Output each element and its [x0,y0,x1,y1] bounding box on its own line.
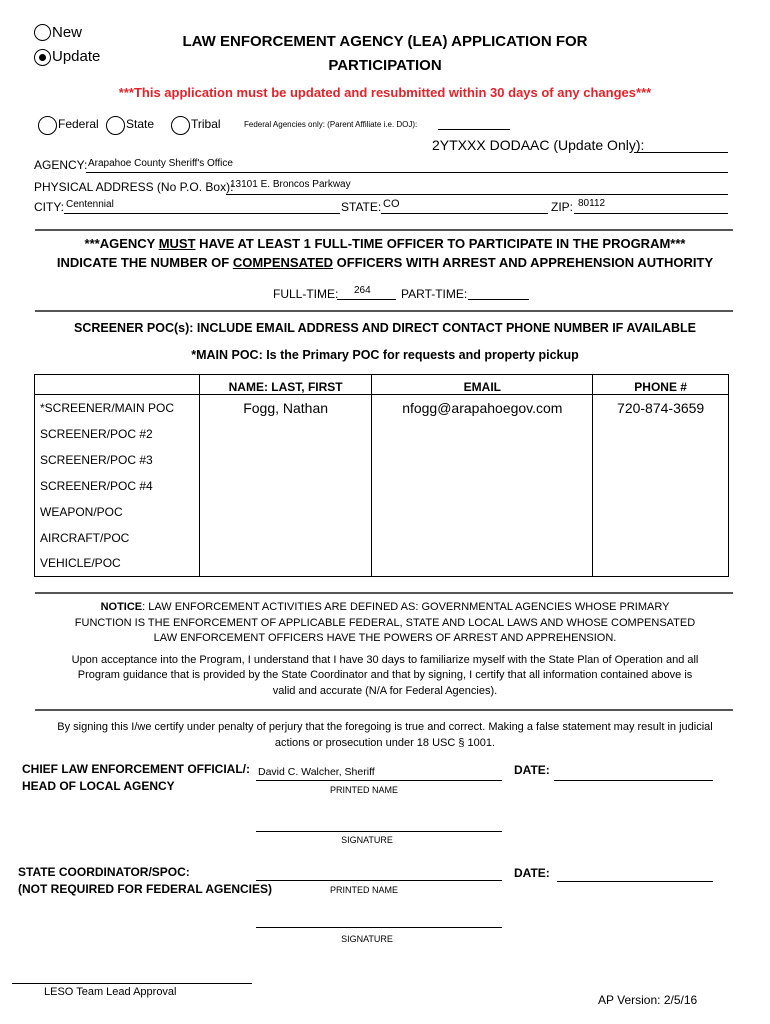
agency-label: AGENCY: [34,158,88,172]
federal-label: Federal [58,117,99,131]
phone-cell[interactable] [593,421,729,447]
agency-value: Arapahoe County Sheriff's Office [88,158,233,169]
req2-comp: COMPENSATED [232,255,333,270]
address-value: 13101 E. Broncos Parkway [230,179,351,190]
new-radio[interactable] [34,24,51,41]
table-row [35,395,729,421]
tribal-label: Tribal [191,117,221,131]
update-label: Update [52,48,101,65]
perjury-line2: actions or prosecution under 18 USC § 1001. [274,737,496,749]
coordinator-label-2: (NOT REQUIRED FOR FEDERAL AGENCIES) [18,882,273,896]
role-cell: *SCREENER/MAIN POC [35,395,200,421]
coordinator-date-field[interactable] [557,881,713,882]
resubmit-warning: ***This application must be updated and resubmitted within 30 days of any changes*** [118,85,652,100]
dodaac-label: 2YTXXX DODAAC (Update Only): [432,137,645,153]
parttime-label: PART-TIME: [401,287,468,301]
zip-label: ZIP: [551,200,574,214]
fulltime-label: FULL-TIME: [273,287,339,301]
parent-affiliate-field[interactable] [438,129,510,130]
parttime-field[interactable] [468,299,529,300]
req-pre: ***AGENCY [84,236,159,251]
notice-line1 [40,601,730,613]
acceptance-line1: Upon acceptance into the Program, I understand that I have 30 days to familiarize myself with the State Plan of Operation and all [71,654,699,666]
acceptance-line2: Program guidance that is provided by the State Coordinator and that by signing, I certify that all information contained above is [77,669,693,681]
email-cell[interactable]: nfogg@arapahoegov.com [372,395,593,421]
phone-cell[interactable] [593,551,729,577]
coordinator-printed-label: PRINTED NAME [329,885,398,895]
req2-pre: INDICATE THE NUMBER OF [56,255,233,270]
dodaac-field[interactable] [634,152,728,153]
email-cell[interactable] [372,499,593,525]
new-label: New [52,24,83,41]
name-cell[interactable] [199,525,372,551]
name-cell[interactable]: Fogg, Nathan [199,395,372,421]
chief-label-1: CHIEF LAW ENFORCEMENT OFFICIAL/: [22,762,250,776]
address-field[interactable] [226,194,728,195]
federal-note: Federal Agencies only: (Parent Affiliate i.e. DOJ): [244,120,418,129]
table-row [35,525,729,551]
name-cell[interactable] [199,421,372,447]
state-label: STATE: [341,200,382,214]
state-radio[interactable] [106,116,125,135]
divider-2 [35,310,733,312]
poc-table [34,374,729,577]
email-cell[interactable] [372,447,593,473]
notice-line2: FUNCTION IS THE ENFORCEMENT OF APPLICABLE FEDERAL, STATE AND LOCAL LAWS AND WHOSE COMPENSATED [74,617,696,629]
divider-4 [35,709,733,711]
role-cell: SCREENER/POC #3 [35,447,200,473]
chief-printed-value: David C. Walcher, Sheriff [258,766,375,778]
name-header: NAME: LAST, FIRST [199,375,372,395]
screener-heading: SCREENER POC(s): INCLUDE EMAIL ADDRESS AND DIRECT CONTACT PHONE NUMBER IF AVAILABLE [73,321,696,335]
city-value: Centennial [66,199,114,210]
email-cell[interactable] [372,551,593,577]
leso-approval-field[interactable] [12,983,252,984]
federal-radio[interactable] [38,116,57,135]
role-cell: SCREENER/POC #2 [35,421,200,447]
coordinator-date-label: DATE: [514,866,550,880]
email-cell[interactable] [372,421,593,447]
table-row [35,499,729,525]
role-cell: VEHICLE/POC [35,551,200,577]
email-cell[interactable] [372,473,593,499]
phone-cell[interactable] [593,473,729,499]
version-label: AP Version: 2/5/16 [598,993,698,1007]
req-post: HAVE AT LEAST 1 FULL-TIME OFFICER TO PARTICIPATE IN THE PROGRAM*** [195,236,686,251]
notice-line3: LAW ENFORCEMENT OFFICERS HAVE THE POWERS OF ARREST AND APPREHENSION. [153,632,617,644]
divider-3 [35,592,733,594]
acceptance-line3: valid and accurate (N/A for Federal Agencies). [272,685,498,697]
form-title-line1: LAW ENFORCEMENT AGENCY (LEA) APPLICATION FOR [182,33,588,50]
name-cell[interactable] [199,551,372,577]
phone-cell[interactable] [593,447,729,473]
req-must: MUST [158,236,196,251]
city-label: CITY: [34,200,65,214]
tribal-radio[interactable] [171,116,190,135]
table-row [35,421,729,447]
state-field[interactable] [381,213,548,214]
table-row [35,473,729,499]
divider-1 [35,229,733,231]
email-cell[interactable] [372,525,593,551]
chief-date-field[interactable] [554,780,713,781]
zip-value: 80112 [578,198,606,209]
city-field[interactable] [64,213,340,214]
leso-approval-label: LESO Team Lead Approval [44,986,177,998]
main-poc-note: *MAIN POC: Is the Primary POC for requests and property pickup [191,348,579,362]
state-value: CO [383,198,400,210]
address-label: PHYSICAL ADDRESS (No P.O. Box): [34,180,234,194]
phone-cell[interactable] [593,499,729,525]
chief-printed-name-field[interactable] [256,780,502,781]
notice-label: NOTICE [100,601,143,613]
coordinator-signature-field[interactable] [256,927,502,928]
fulltime-field[interactable] [337,299,396,300]
role-cell: SCREENER/POC #4 [35,473,200,499]
requirement-line2 [40,255,730,270]
chief-date-label: DATE: [514,763,550,777]
name-cell[interactable] [199,499,372,525]
table-row [35,551,729,577]
coordinator-label-1: STATE COORDINATOR/SPOC: [18,865,190,879]
req2-post: OFFICERS WITH ARREST AND APPREHENSION AUTHORITY [333,255,714,270]
phone-cell[interactable] [593,525,729,551]
form-title-line2: PARTICIPATION [328,57,442,74]
coordinator-printed-name-field[interactable] [256,880,502,881]
name-cell[interactable] [199,447,372,473]
email-header: EMAIL [372,375,593,395]
update-radio[interactable] [34,49,51,66]
perjury-line1: By signing this I/we certify under penalty of perjury that the foregoing is true and correct. Making a false statement may result in judicial [57,721,713,733]
notice-text1: : LAW ENFORCEMENT ACTIVITIES ARE DEFINED AS: GOVERNMENTAL AGENCIES WHOSE PRIMARY [142,601,670,613]
fulltime-value: 264 [354,285,371,296]
coordinator-signature-label: SIGNATURE [341,934,393,944]
phone-cell[interactable]: 720-874-3659 [593,395,729,421]
chief-signature-field[interactable] [256,831,502,832]
chief-label-2: HEAD OF LOCAL AGENCY [22,779,175,793]
phone-header: PHONE # [593,375,729,395]
role-cell: WEAPON/POC [35,499,200,525]
agency-field[interactable] [86,172,728,173]
state-type-label: State [126,117,155,131]
chief-printed-label: PRINTED NAME [329,785,398,795]
role-header [35,375,200,395]
role-cell: AIRCRAFT/POC [35,525,200,551]
chief-signature-label: SIGNATURE [341,835,393,845]
zip-field[interactable] [574,213,728,214]
requirement-line1 [40,236,730,251]
name-cell[interactable] [199,473,372,499]
table-row [35,447,729,473]
